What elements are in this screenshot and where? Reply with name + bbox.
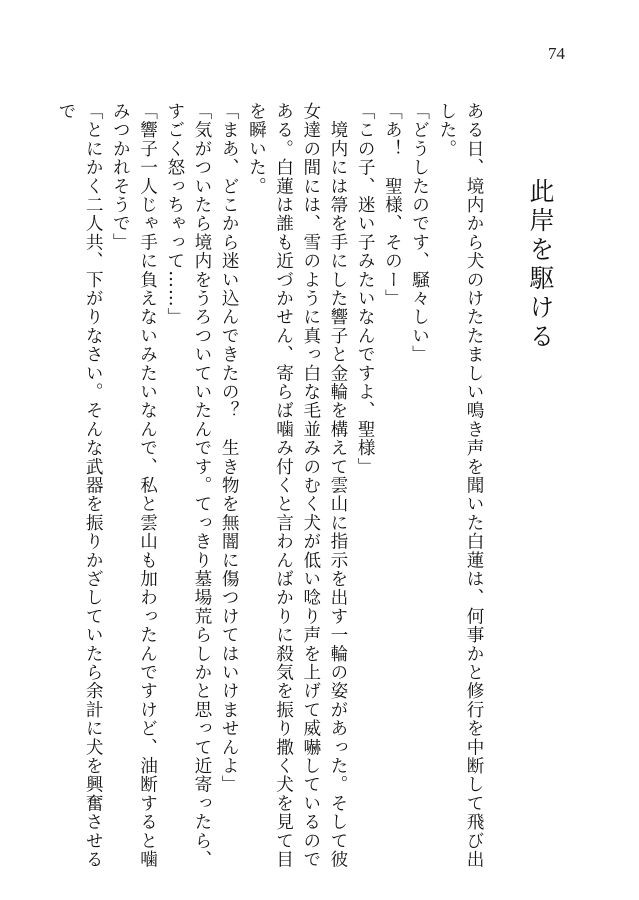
paragraph-dialogue-4: 「まあ、どこから迷い込んできたの？ 生き物を無闇に傷つけてはいけませんよ」 (219, 102, 240, 794)
paragraph-dialogue-3: 「この子、迷い子みたいなんですよ、聖様」 (355, 102, 376, 476)
body-text (17, 102, 487, 872)
paragraph-narration-2: 境内には箒を手にした響子と金輪を構えて雲山に指示を出す一輪の姿があった。そして彼女達の間には、雪のように真っ白な毛並みのむく犬が低い唸り声を上げて威嚇しているのである。白蓮は誰も近づかせん、寄らば噛み付くと言わんばかりに殺気を振り撒く犬を見て目を瞬いた。 (246, 102, 348, 869)
chapter-title: 此岸を駆ける (526, 178, 555, 352)
paragraph-dialogue-5: 「気がついたら境内をうろついていたんです。てっきり墓場荒らしかと思って近寄ったら、すごく怒っちゃって……」 (164, 102, 212, 869)
paragraph-dialogue-2: 「あ！ 聖様、そのー」 (382, 102, 403, 308)
paragraph-dialogue-6: 「響子一人じゃ手に負えないみたいなんで、私と雲山も加わったんですけど、油断すると噛みつかれそうで」 (110, 102, 158, 869)
paragraph-narration-1: ある日、境内から犬のけたたましい鳴き声を聞いた白蓮は、何事かと修行を中断して飛び出した。 (436, 102, 484, 869)
paragraph-dialogue-7: 「とにかく二人共、下がりなさい。そんな武器を振りかざしていたら余計に犬を興奮させるで (55, 102, 104, 869)
page-number: 74 (548, 44, 565, 63)
paragraph-dialogue-1: 「どうしたのです、騒々しい」 (409, 102, 430, 364)
